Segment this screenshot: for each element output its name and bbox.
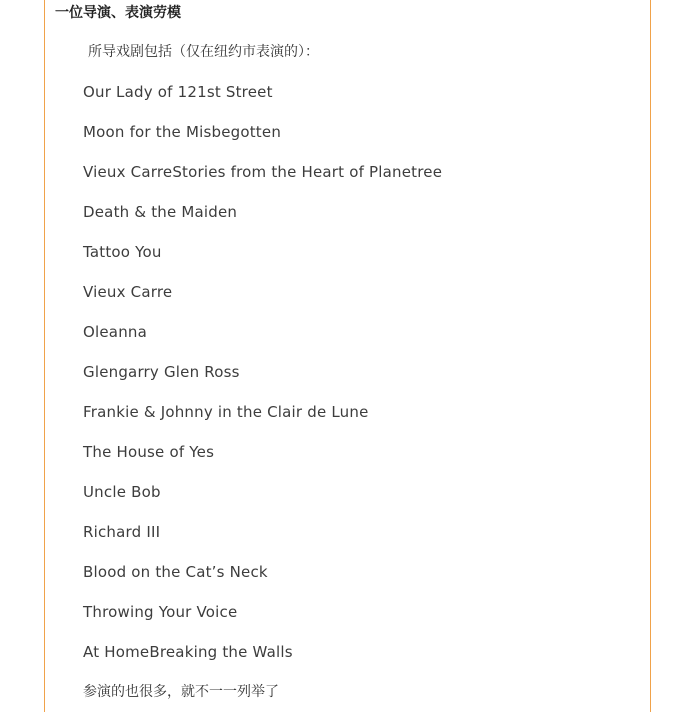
play-title: Throwing Your Voice <box>83 603 238 621</box>
play-title: Moon for the Misbegotten <box>83 123 282 141</box>
section-heading: 一位导演、表演劳模 <box>55 5 181 21</box>
play-title: At HomeBreaking the Walls <box>83 643 293 661</box>
play-title: Glengarry Glen Ross <box>83 363 240 381</box>
play-title: Richard III <box>83 523 161 541</box>
play-title: Oleanna <box>83 323 148 341</box>
directed-plays-intro: 所导戏剧包括（仅在纽约市表演的）： <box>88 44 319 60</box>
play-title: The House of Yes <box>83 443 215 461</box>
play-title: Vieux CarreStories from the Heart of Planetree <box>83 163 443 181</box>
play-title: Our Lady of 121st Street <box>83 83 273 101</box>
play-title: Blood on the Cat’s Neck <box>83 563 268 581</box>
play-title: Vieux Carre <box>83 283 173 301</box>
play-title: Tattoo You <box>83 243 162 261</box>
play-title: Uncle Bob <box>83 483 161 501</box>
play-title: Frankie & Johnny in the Clair de Lune <box>83 403 369 421</box>
directed-plays-list <box>83 82 442 682</box>
play-title: Death & the Maiden <box>83 203 238 221</box>
acting-roles-note: 参演的也很多，就不一一列举了 <box>83 684 279 700</box>
